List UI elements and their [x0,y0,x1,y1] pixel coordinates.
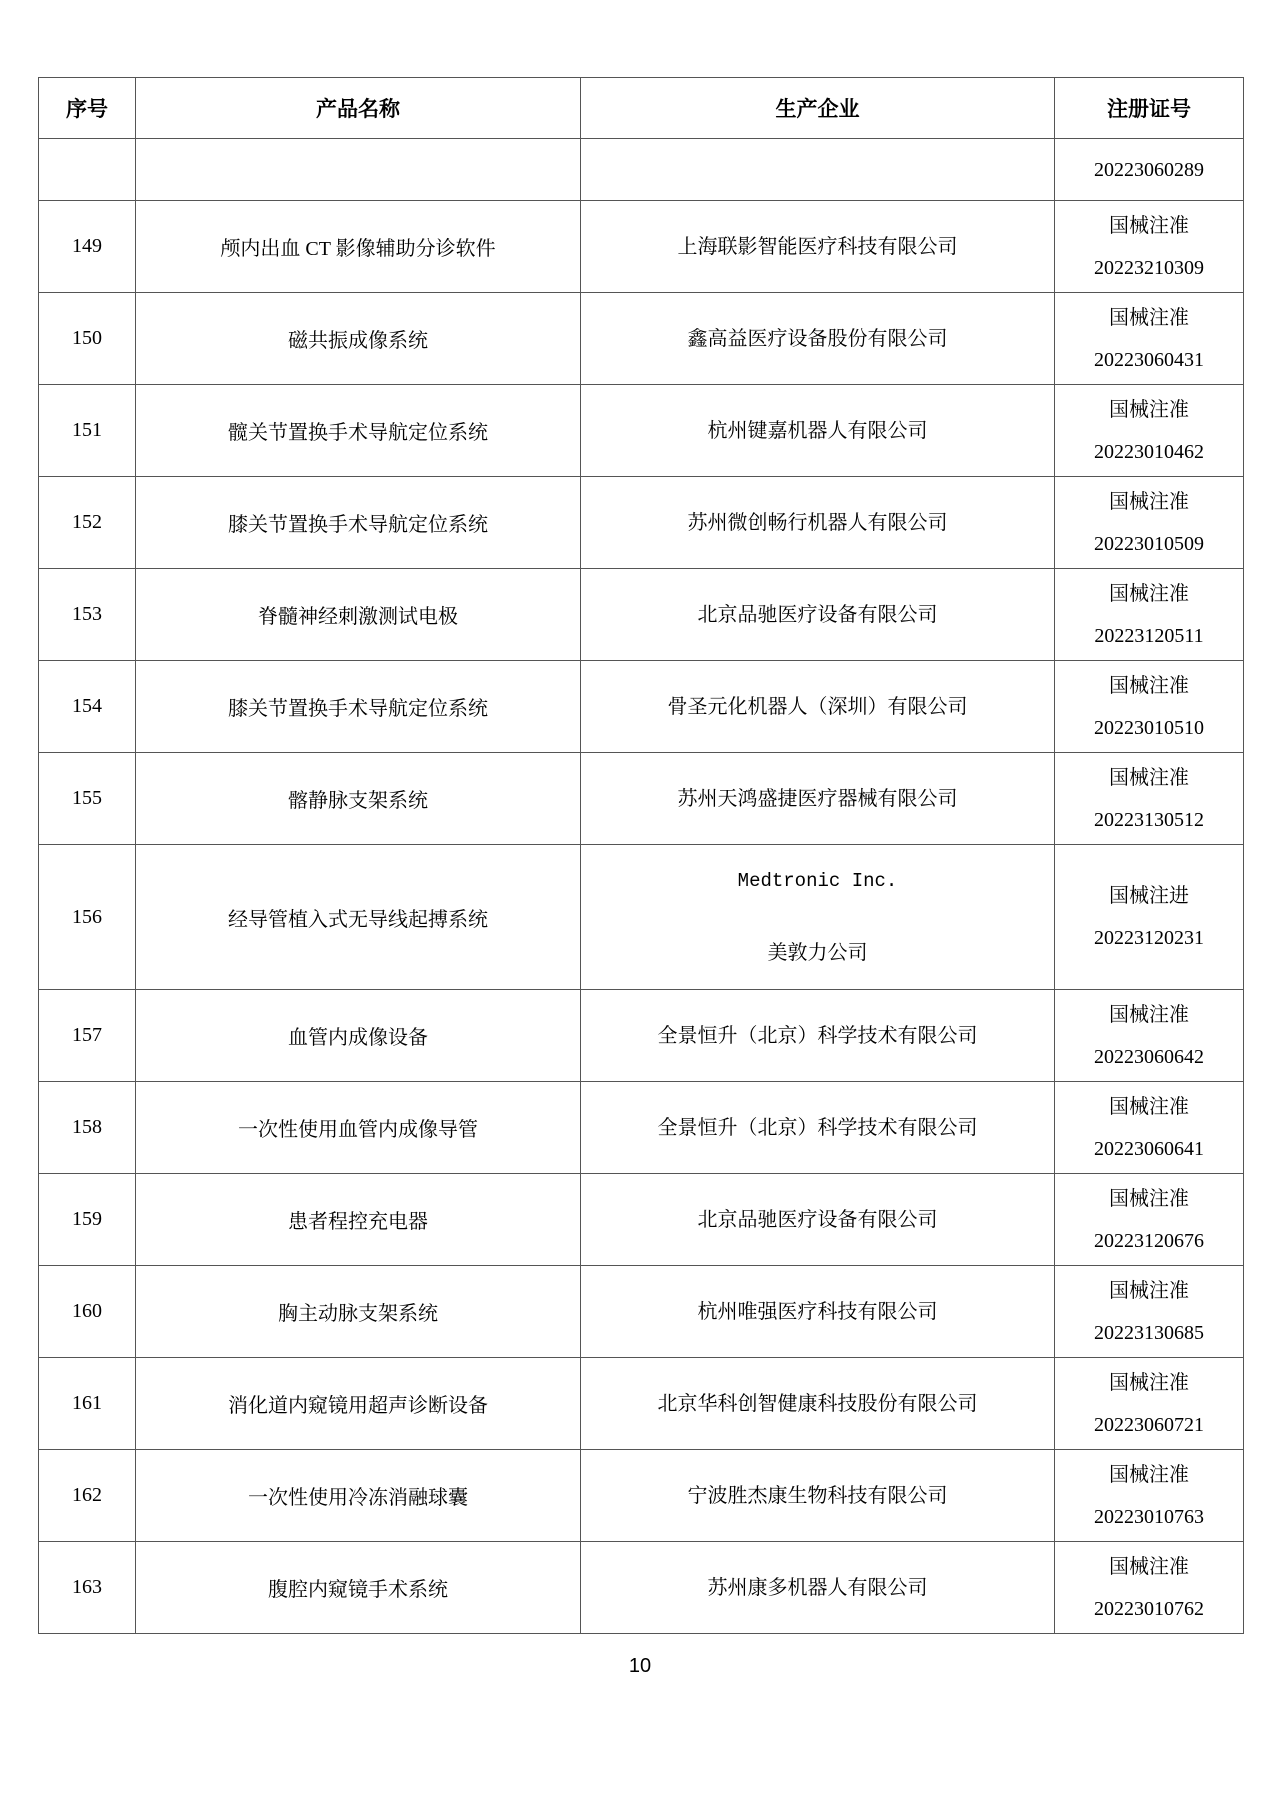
seq-cell: 154 [39,661,136,753]
manufacturer-cell [581,1266,1055,1358]
manufacturer-cell [581,293,1055,385]
manufacturer-cell [581,1450,1055,1542]
cert-cell [1055,385,1244,477]
manufacturer-line: 北京华科创智健康科技股份有限公司 [657,1392,978,1415]
header-row [39,78,1244,139]
cert-line: 国械注准 [1109,674,1189,697]
cert-line: 国械注准 [1109,1187,1189,1210]
product-cell: 磁共振成像系统 [136,293,581,385]
manufacturer-cell [581,1542,1055,1634]
seq-cell: 150 [39,293,136,385]
cert-line: 20223010762 [1094,1597,1204,1620]
manufacturer-line: 上海联影智能医疗科技有限公司 [677,235,958,258]
manufacturer-cell [581,139,1055,201]
seq-cell: 156 [39,845,136,990]
cert-cell [1055,1450,1244,1542]
manufacturer-cell [581,845,1055,990]
table-row [39,293,1244,385]
product-cell: 膝关节置换手术导航定位系统 [136,661,581,753]
seq-cell: 159 [39,1174,136,1266]
manufacturer-line: Medtronic Inc. [737,870,898,892]
cert-cell [1055,477,1244,569]
cert-line: 国械注准 [1109,398,1189,421]
cert-line: 20223120231 [1094,927,1204,949]
product-cell: 髂静脉支架系统 [136,753,581,845]
cert-cell [1055,569,1244,661]
table-row [39,385,1244,477]
table-row [39,569,1244,661]
cert-line: 20223060289 [1094,158,1204,181]
cert-line: 国械注准 [1109,1555,1189,1578]
seq-cell: 162 [39,1450,136,1542]
table-row [39,1450,1244,1542]
manufacturer-line: 北京品驰医疗设备有限公司 [697,1208,938,1231]
column-header-manufacturer: 生产企业 [581,78,1055,139]
manufacturer-line: 美敦力公司 [767,942,868,964]
table-row [39,477,1244,569]
cert-line: 国械注准 [1109,490,1189,513]
column-header-product: 产品名称 [136,78,581,139]
table-header [39,78,1244,139]
product-cell: 经导管植入式无导线起搏系统 [136,845,581,990]
manufacturer-cell [581,1358,1055,1450]
product-cell: 胸主动脉支架系统 [136,1266,581,1358]
cert-line: 20223010509 [1094,532,1204,555]
manufacturer-cell [581,201,1055,293]
cert-line: 20223130685 [1094,1321,1204,1344]
product-cell: 髋关节置换手术导航定位系统 [136,385,581,477]
product-cell: 患者程控充电器 [136,1174,581,1266]
seq-cell: 158 [39,1082,136,1174]
cert-line: 20223010510 [1094,716,1204,739]
product-cell: 脊髓神经刺激测试电极 [136,569,581,661]
manufacturer-cell [581,477,1055,569]
cert-line: 国械注准 [1109,214,1189,237]
cert-cell [1055,293,1244,385]
cert-line: 国械注准 [1109,1003,1189,1026]
table-row [39,1266,1244,1358]
product-cell: 腹腔内窥镜手术系统 [136,1542,581,1634]
table-row [39,990,1244,1082]
manufacturer-line: 全景恒升（北京）科学技术有限公司 [657,1024,978,1047]
manufacturer-line: 骨圣元化机器人（深圳）有限公司 [667,695,968,718]
cert-line: 20223010763 [1094,1505,1204,1528]
seq-cell: 160 [39,1266,136,1358]
manufacturer-cell [581,1082,1055,1174]
cert-line: 20223010462 [1094,440,1204,463]
registration-table [38,77,1244,1634]
manufacturer-line: 北京品驰医疗设备有限公司 [697,603,938,626]
cert-line: 20223120511 [1094,624,1204,647]
cert-line: 国械注准 [1109,1371,1189,1394]
product-cell: 颅内出血 CT 影像辅助分诊软件 [136,201,581,293]
cert-cell [1055,139,1244,201]
seq-cell: 153 [39,569,136,661]
product-cell: 血管内成像设备 [136,990,581,1082]
cert-cell [1055,1082,1244,1174]
manufacturer-cell [581,753,1055,845]
cert-cell [1055,845,1244,990]
manufacturer-line: 鑫高益医疗设备股份有限公司 [687,327,948,350]
manufacturer-line: 苏州康多机器人有限公司 [707,1576,928,1599]
cert-cell [1055,201,1244,293]
cert-line: 20223130512 [1094,808,1204,831]
seq-cell: 149 [39,201,136,293]
seq-cell: 152 [39,477,136,569]
product-cell: 一次性使用血管内成像导管 [136,1082,581,1174]
cert-line: 国械注进 [1109,885,1189,907]
seq-cell: 163 [39,1542,136,1634]
manufacturer-line: 宁波胜杰康生物科技有限公司 [687,1484,948,1507]
cert-line: 国械注准 [1109,1095,1189,1118]
table-row [39,753,1244,845]
cert-cell [1055,1174,1244,1266]
manufacturer-line: 全景恒升（北京）科学技术有限公司 [657,1116,978,1139]
table-row [39,661,1244,753]
manufacturer-line: 苏州微创畅行机器人有限公司 [687,511,948,534]
cert-cell [1055,1542,1244,1634]
table-row [39,201,1244,293]
table-row [39,1174,1244,1266]
cert-line: 20223060641 [1094,1137,1204,1160]
cert-cell [1055,753,1244,845]
page-number: 10 [628,1655,652,1677]
product-cell [136,139,581,201]
seq-cell: 151 [39,385,136,477]
table-row [39,1082,1244,1174]
cert-line: 20223120676 [1094,1229,1204,1252]
table-body [39,139,1244,1634]
manufacturer-cell [581,1174,1055,1266]
cert-cell [1055,1358,1244,1450]
cert-cell [1055,1266,1244,1358]
seq-cell: 157 [39,990,136,1082]
cert-line: 国械注准 [1109,766,1189,789]
product-cell: 一次性使用冷冻消融球囊 [136,1450,581,1542]
cert-line: 20223060431 [1094,348,1204,371]
cert-line: 国械注准 [1109,306,1189,329]
cert-line: 20223060642 [1094,1045,1204,1068]
seq-cell: 161 [39,1358,136,1450]
table-row [39,139,1244,201]
cert-line: 20223060721 [1094,1413,1204,1436]
manufacturer-line: 苏州天鸿盛捷医疗器械有限公司 [677,787,958,810]
column-header-seq: 序号 [39,78,136,139]
table-row [39,1542,1244,1634]
manufacturer-cell [581,385,1055,477]
cert-line: 国械注准 [1109,1279,1189,1302]
product-cell: 消化道内窥镜用超声诊断设备 [136,1358,581,1450]
product-cell: 膝关节置换手术导航定位系统 [136,477,581,569]
seq-cell: 155 [39,753,136,845]
cert-line: 国械注准 [1109,1463,1189,1486]
manufacturer-line: 杭州键嘉机器人有限公司 [707,419,928,442]
cert-cell [1055,990,1244,1082]
manufacturer-cell [581,661,1055,753]
table-row [39,845,1244,990]
manufacturer-cell [581,569,1055,661]
table-row [39,1358,1244,1450]
manufacturer-line: 杭州唯强医疗科技有限公司 [697,1300,938,1323]
seq-cell [39,139,136,201]
cert-line: 20223210309 [1094,256,1204,279]
cert-cell [1055,661,1244,753]
cert-line: 国械注准 [1109,582,1189,605]
manufacturer-cell [581,990,1055,1082]
column-header-cert: 注册证号 [1055,78,1244,139]
